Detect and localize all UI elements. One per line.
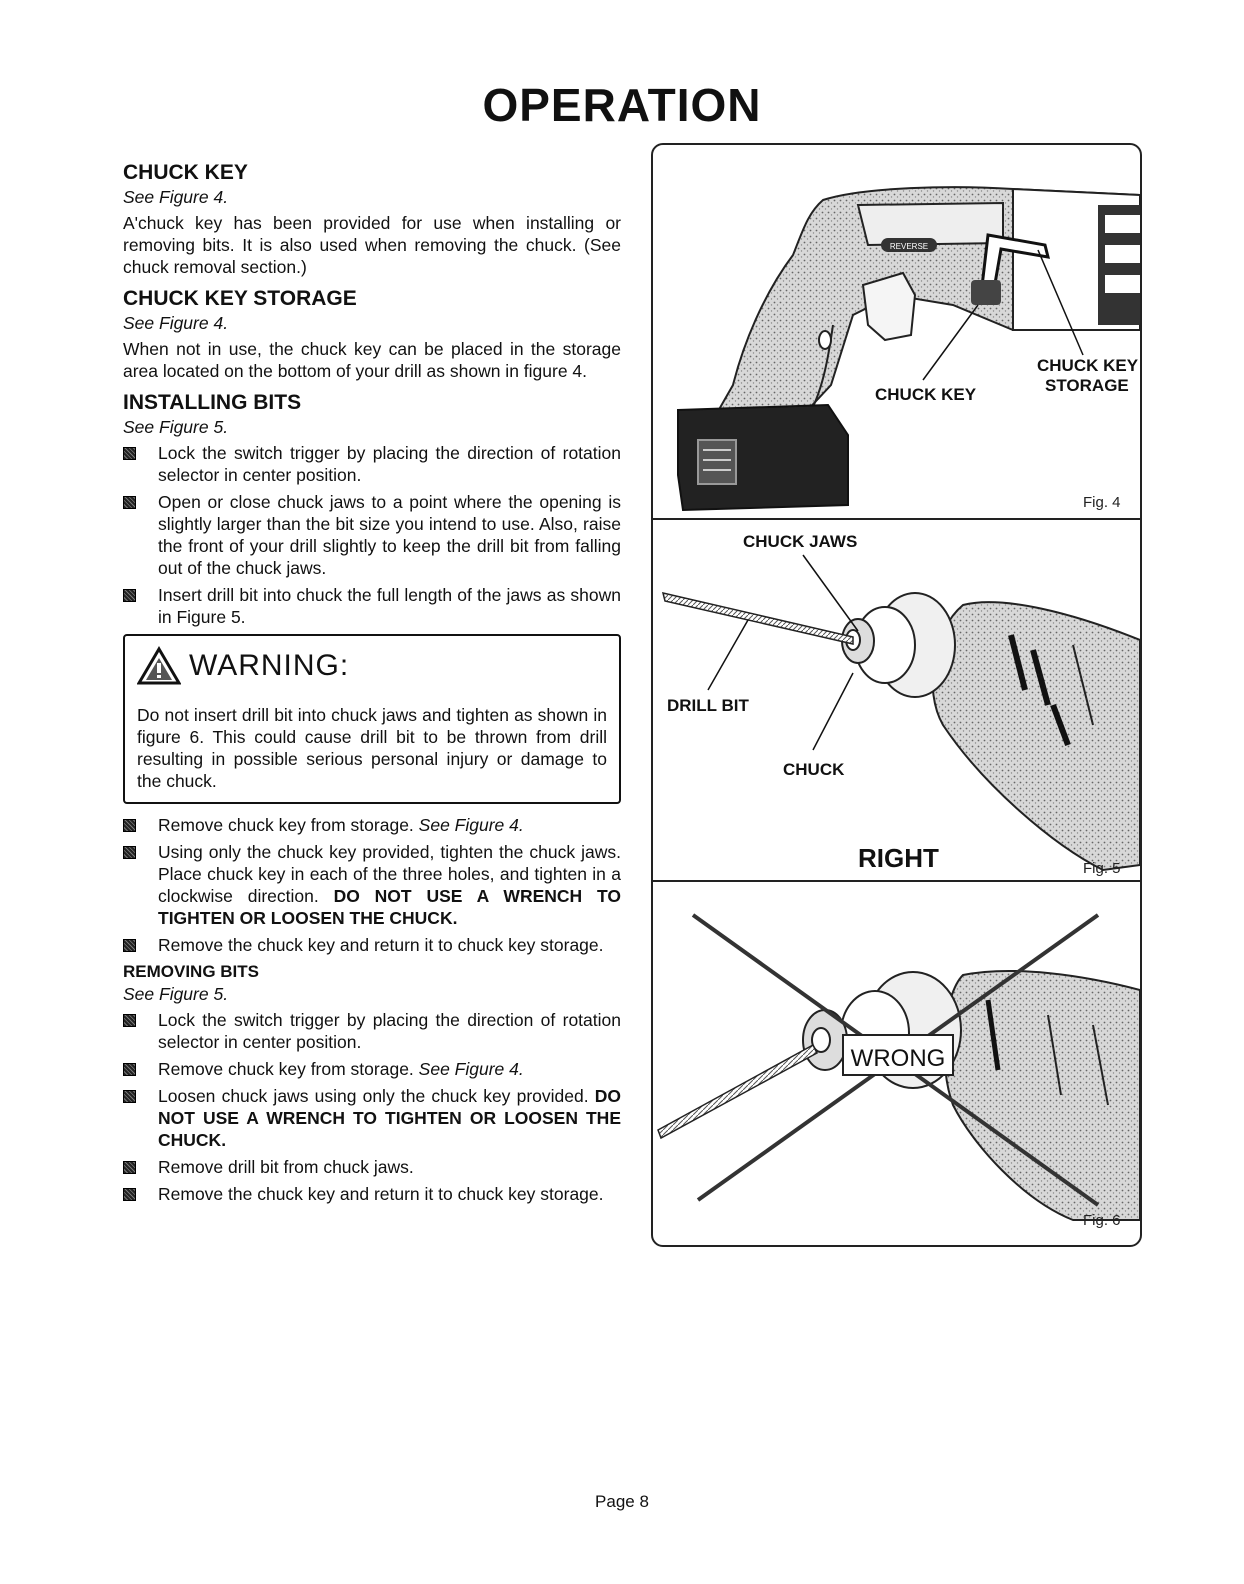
fig5-label: Fig. 5 (1083, 860, 1121, 877)
list-item: Remove drill bit from chuck jaws. (123, 1156, 621, 1178)
tightening-steps (123, 814, 621, 956)
figure-4 (678, 187, 1140, 511)
warning-header (137, 646, 607, 686)
bullet-icon (123, 939, 136, 952)
callout-drill-bit: DRILL BIT (667, 696, 749, 715)
page-title: OPERATION (482, 79, 762, 131)
chuck-key-storage-text: When not in use, the chuck key can be placed in the storage area located on the bottom of your drill as shown in figure 4. (123, 339, 621, 381)
figures-illustration (653, 145, 1140, 1245)
bullet-icon (123, 589, 136, 602)
list-item: Remove chuck key from storage. See Figure 4. (123, 1058, 621, 1080)
instructions-column (123, 160, 621, 1210)
fig4-label: Fig. 4 (1083, 494, 1121, 511)
chuck-key-storage-heading: CHUCK KEY STORAGE (123, 287, 357, 310)
list-item: Loosen chuck jaws using only the chuck key provided. DO NOT USE A WRENCH TO TIGHTEN OR LOOSEN THE CHUCK. (123, 1085, 621, 1151)
installing-bits-heading: INSTALLING BITS (123, 391, 302, 414)
bullet-icon (123, 846, 136, 859)
page-number: Page 8 (595, 1492, 649, 1511)
list-item: Lock the switch trigger by placing the direction of rotation selector in center position. (123, 442, 621, 486)
fig6-label: Fig. 6 (1083, 1212, 1121, 1229)
figure-6 (658, 915, 1140, 1229)
list-item: Using only the chuck key provided, tighten the chuck jaws. Place chuck key in each of the three holes, and tighten in a clockwise direction. DO NOT USE A WRENCH TO TIGHTEN OR LOOSEN THE CHUCK. (123, 841, 621, 929)
list-item: Lock the switch trigger by placing the direction of rotation selector in center position. (123, 1009, 621, 1053)
installing-bits-steps (123, 442, 621, 628)
chuck-key-text: A'chuck key has been provided for use when installing or removing bits. It is also used when removing the chuck. (See chuck removal section.) (123, 213, 621, 277)
list-item: Remove chuck key from storage. See Figure 4. (123, 814, 621, 836)
warning-triangle-icon (137, 646, 181, 686)
callout-chuck: CHUCK (783, 760, 845, 779)
chuck-key-heading: CHUCK KEY (123, 161, 248, 184)
drill-bit-shape (663, 593, 853, 644)
bullet-icon (123, 1090, 136, 1103)
figure-5 (663, 532, 1140, 877)
fig5-caption-right: RIGHT (858, 843, 939, 873)
list-item: Open or close chuck jaws to a point where the opening is slightly larger than the bit size you intend to use. Also, raise the front of your drill slightly to keep the drill bit from falling out of the chuck jaws. (123, 491, 621, 579)
bullet-icon (123, 1014, 136, 1027)
installing-bits-figure-ref: See Figure 5. (123, 417, 229, 437)
chuck-key-storage-figure-ref: See Figure 4. (123, 313, 229, 333)
reverse-switch-label: REVERSE (889, 242, 929, 251)
warning-box (123, 634, 621, 804)
bullet-icon (123, 447, 136, 460)
warning-title: WARNING: (189, 649, 350, 682)
bullet-icon (123, 1188, 136, 1201)
figures-panel (651, 143, 1142, 1247)
removing-bits-figure-ref: See Figure 5. (123, 984, 229, 1004)
fig6-caption-wrong: WRONG (850, 1045, 946, 1072)
list-item: Remove the chuck key and return it to chuck key storage. (123, 934, 621, 956)
list-item: Insert drill bit into chuck the full length of the jaws as shown in Figure 5. (123, 584, 621, 628)
warning-text: Do not insert drill bit into chuck jaws and tighten as shown in figure 6. This could cause drill bit to be thrown from drill resulting in possible serious personal injury or damage to the chuck. (137, 705, 607, 791)
callout-storage-line2: STORAGE (1045, 376, 1129, 395)
bullet-icon (123, 1161, 136, 1174)
callout-chuck-jaws: CHUCK JAWS (743, 532, 858, 551)
removing-bits-steps (123, 1009, 621, 1205)
bullet-icon (123, 819, 136, 832)
callout-chuck-key: CHUCK KEY (875, 385, 977, 404)
list-item: Remove the chuck key and return it to chuck key storage. (123, 1183, 621, 1205)
bullet-icon (123, 496, 136, 509)
bullet-icon (123, 1063, 136, 1076)
chuck-key-figure-ref: See Figure 4. (123, 187, 229, 207)
callout-storage-line1: CHUCK KEY (1037, 356, 1139, 375)
removing-bits-heading: REMOVING BITS (123, 962, 260, 981)
